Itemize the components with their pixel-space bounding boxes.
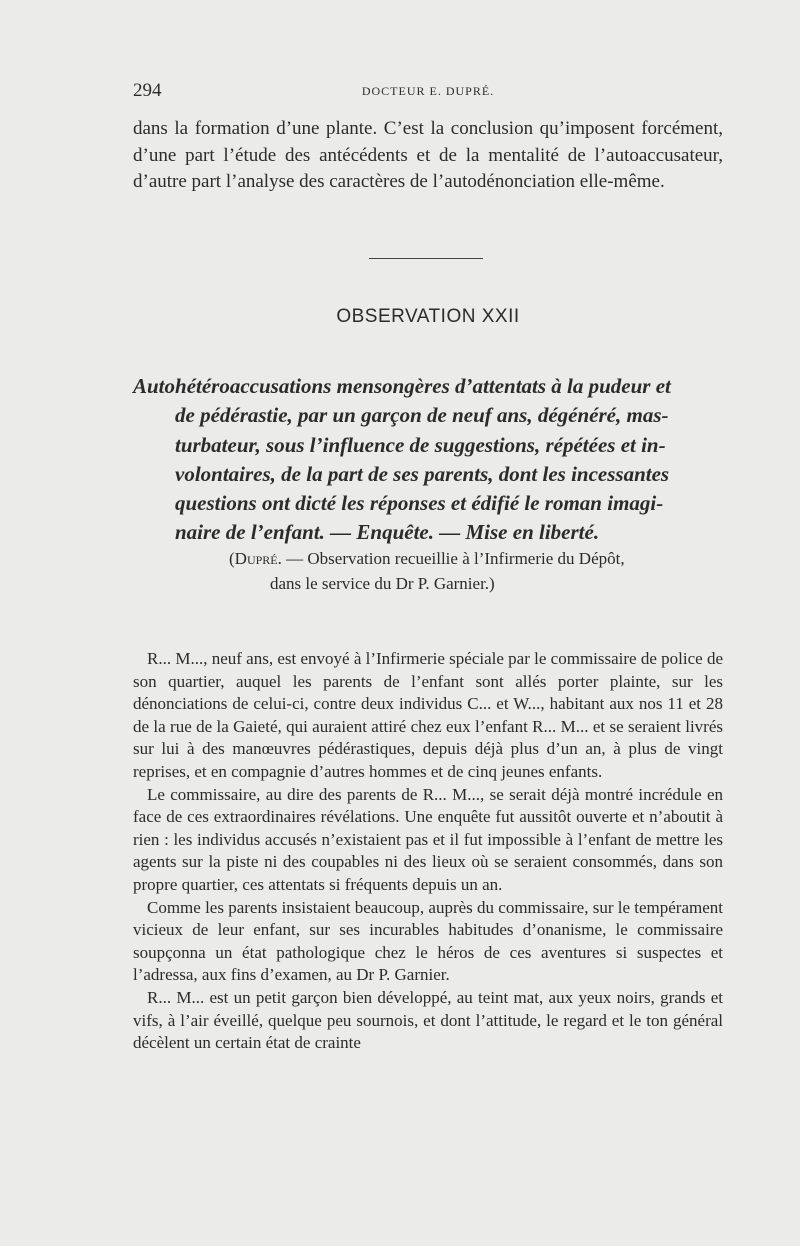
running-head: DOCTEUR E. DUPRÉ. <box>361 84 495 98</box>
body-paragraph: Comme les parents insistaient beaucoup, auprès du commissaire, sur le tempérament vicieux de leur enfant, sur ses incurables habitudes d’onanisme, le commissaire soupçonna un état pathologique chez le héros de ces aventures si suspectes et l’adressa, aux fins d’examen, au Dr P. Garnier. <box>133 897 723 985</box>
observation-title: OBSERVATION XXII <box>336 306 520 327</box>
body-paragraph: R... M..., neuf ans, est envoyé à l’Infirmerie spéciale par le commissaire de police de son quartier, auquel les parents de l’enfant sont allés porter plainte, sur les dénonciations de celui-ci, contre deux individus C... et W..., habitant aux nos 11 et 28 de la rue de la Gaieté, qui auraient attiré chez eux l’enfant R... M... et se seraient livrés sur lui à des manœuvres pédérastiques, depuis déjà plus d’un an, à plus de vingt reprises, et en compagnie d’autres hommes et de cinq jeunes enfants. <box>133 649 723 781</box>
observation-subtitle <box>133 372 723 548</box>
subtitle-line: Autohétéroaccusations mensongères d’attentats à la pudeur et <box>133 374 671 398</box>
subtitle-line: turbateur, sous l’influence de suggestions, répétées et in- <box>175 432 666 457</box>
page-header <box>133 80 723 104</box>
subtitle-line: questions ont dicté les réponses et édifié le roman imagi- <box>175 491 664 516</box>
source-author: Dupré <box>234 549 278 568</box>
source-paren: ( <box>229 549 235 568</box>
body-paragraph: Le commissaire, au dire des parents de R... M..., se serait déjà montré incrédule en face de ces extraordinaires révélations. Une enquête fut aussitôt ouverte et n’aboutit à rien : les individus accusés n’existaient pas et il fut impossible à l’enfant de mettre les agents sur la piste ni des coupables ni des lieux où se seraient consommés, dans son propre quartier, ces attentats si fréquents depuis un an. <box>133 784 723 894</box>
observation-source <box>229 546 723 596</box>
page-number: 294 <box>133 80 162 101</box>
body-paragraph: R... M... est un petit garçon bien développé, au teint mat, aux yeux noirs, grands et vifs, à l’air éveillé, quelque peu sournois, et dont l’attitude, le regard et le ton général décèlent un certain état de crainte <box>133 987 723 1053</box>
source-line2: dans le service du Dr P. Garnier.) <box>270 574 495 593</box>
section-divider <box>369 258 483 259</box>
intro-paragraph: dans la formation d’une plante. C’est la conclusion qu’imposent forcément, d’une part l’étude des antécédents et de la mentalité de l’autoaccusateur, d’autre part l’analyse des caractères de l’autodénonciation elle-même. <box>133 118 723 192</box>
observation-body <box>133 648 723 1055</box>
subtitle-line: volontaires, de la part de ses parents, dont les incessantes <box>175 461 670 486</box>
subtitle-line: de pédérastie, par un garçon de neuf ans, dégénéré, mas- <box>175 403 669 428</box>
subtitle-line: naire de l’enfant. — Enquête. — Mise en liberté. <box>175 520 600 545</box>
source-line1: . — Observation recueillie à l’Infirmerie du Dépôt, <box>277 549 625 568</box>
